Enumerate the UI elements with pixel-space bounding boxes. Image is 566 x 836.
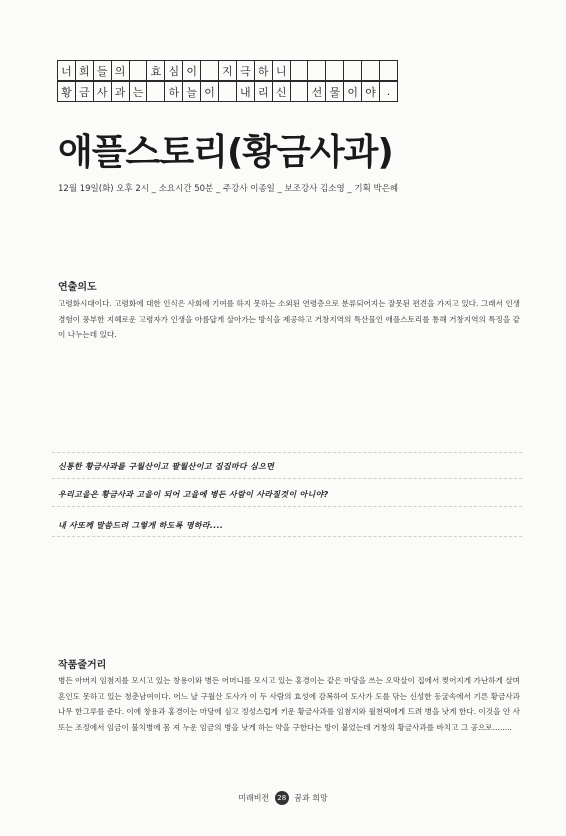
- grid-cell: 니: [272, 60, 291, 81]
- grid-cell: [290, 81, 309, 102]
- grid-cell: 리: [254, 81, 273, 102]
- handwritten-line-2: 우리고을은 황금사과 고을이 되어 고을에 병든 사람이 사라질것이 아니야?: [58, 490, 329, 499]
- event-credits: 12월 19일(화) 오후 2시 _ 소요시간 50분 _ 주강사 이종일 _ 보조강사 김소영 _ 기획 박은혜: [58, 184, 399, 194]
- grid-cell: 너: [57, 60, 76, 81]
- grid-cell: 들: [93, 60, 112, 81]
- intent-heading: 연출의도: [58, 282, 97, 293]
- footer-left-text: 미래비전: [238, 793, 270, 803]
- grid-cell: [129, 60, 148, 81]
- proverb-grid: [58, 61, 398, 103]
- page-footer: [0, 791, 566, 805]
- grid-cell: 극: [236, 60, 255, 81]
- grid-cell: 이: [200, 81, 219, 102]
- grid-cell: 이: [182, 60, 201, 81]
- handwritten-line-3: 내 사또께 말씀드려 그렇게 하도록 명하라....: [58, 521, 224, 530]
- grid-cell: [200, 60, 219, 81]
- synopsis-body: 병든 아버지 임첨지를 모시고 있는 창용이와 병든 어머니를 모시고 있는 홍경이는 같은 마당을 쓰는 오막살이 집에서 찢어지게 가난하게 살며 혼인도 못하고 있는 청춘남여이다. 어느 날 구월산 도사가 이 두 사람의 효성에 감복하여 도사가 도를 닦는 신성한 동굴속에서 기른 황금사과나무 한그루를 준다. 이에 창용과 홍경이는 마당에 심고 정성스럽게 키운 황금사과를 임첨지와 월천댁에게 드려 병을 낫게 한다. 이것을 안 사또는 조정에서 임금이 불치병에 몸 져 누운 임금의 병을 낫게 하는 약을 구한다는 방이 붙었는데 거창의 황금사과를 바치고 그 공으로........: [58, 676, 520, 732]
- grid-cell: 의: [111, 60, 130, 81]
- grid-cell: 하: [254, 60, 273, 81]
- grid-cell: [146, 81, 165, 102]
- grid-cell: [307, 60, 326, 81]
- footer-right-text: 꿈과 희망: [294, 793, 328, 803]
- grid-row: [58, 61, 398, 82]
- grid-cell: [361, 60, 380, 81]
- grid-cell: [325, 60, 344, 81]
- grid-cell: 물: [325, 81, 344, 102]
- grid-cell: 야: [361, 81, 380, 102]
- grid-row: [58, 82, 398, 103]
- page-number: 28: [275, 791, 289, 805]
- grid-cell: 하: [164, 81, 183, 102]
- grid-cell: 황: [57, 81, 76, 102]
- grid-cell: 지: [218, 60, 237, 81]
- grid-cell: 선: [307, 81, 326, 102]
- grid-cell: 내: [236, 81, 255, 102]
- handwritten-line-1: 신통한 황금사과를 구월산이고 팔월산이고 집집마다 심으면: [58, 462, 275, 471]
- grid-cell: [290, 60, 309, 81]
- grid-cell: [343, 60, 362, 81]
- grid-cell: 희: [75, 60, 94, 81]
- divider: [52, 452, 522, 453]
- divider: [52, 506, 522, 507]
- grid-cell: .: [379, 81, 398, 102]
- grid-cell: 효: [146, 60, 165, 81]
- grid-cell: 신: [272, 81, 291, 102]
- grid-cell: 금: [75, 81, 94, 102]
- divider: [52, 536, 522, 537]
- synopsis-heading: 작품줄거리: [58, 660, 107, 671]
- grid-cell: 과: [111, 81, 130, 102]
- grid-cell: 이: [343, 81, 362, 102]
- grid-cell: 심: [164, 60, 183, 81]
- divider: [52, 478, 522, 479]
- grid-cell: 는: [129, 81, 148, 102]
- grid-cell: 늘: [182, 81, 201, 102]
- page-title: 애플스토리(황금사과): [58, 132, 393, 173]
- grid-cell: 사: [93, 81, 112, 102]
- intent-body: 고령화시대이다. 고령화에 대한 인식은 사회에 기여를 하지 못하는 소외된 연령층으로 분류되어지는 잘못된 편견을 가지고 있다. 그래서 인생경험이 풍부한 지혜로운 고령자가 인생을 아름답게 살아가는 방식을 제공하고 거창지역의 특산물인 애플스토리를 통해 거창지역의 특징을 같이 나누는데 있다.: [58, 299, 520, 339]
- grid-cell: [218, 81, 237, 102]
- grid-cell: [379, 60, 398, 81]
